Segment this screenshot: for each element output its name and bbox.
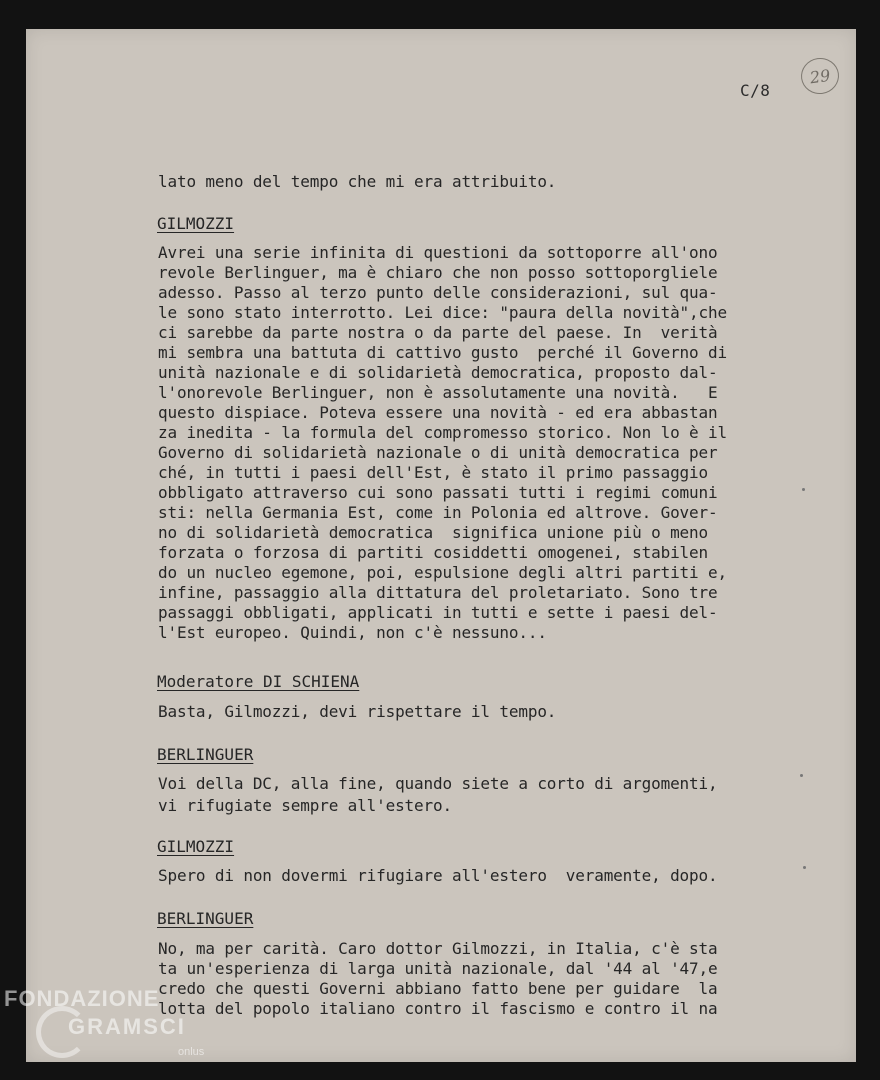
fondazione-gramsci-watermark	[4, 986, 224, 1076]
paper-speck	[802, 488, 805, 491]
archive-stamp: 29	[799, 56, 842, 97]
text-line: unità nazionale e di solidarietà democratica, proposto dal-	[158, 363, 718, 382]
speaker-heading: Moderatore DI SCHIENA	[157, 672, 360, 691]
page-number: C/8	[740, 81, 771, 100]
text-line: forzata o forzosa di partiti cosiddetti omogenei, stabilen	[158, 543, 709, 562]
text-line: Avrei una serie infinita di questioni da sottoporre all'ono	[158, 243, 718, 262]
text-line: Basta, Gilmozzi, devi rispettare il tempo.	[158, 702, 557, 721]
paper-speck	[803, 866, 806, 869]
speaker-heading: GILMOZZI	[157, 837, 235, 856]
text-line: vi rifugiate sempre all'estero.	[158, 796, 452, 815]
text-line: za inedita - la formula del compromesso storico. Non lo è il	[158, 423, 727, 442]
text-line: ci sarebbe da parte nostra o da parte del paese. In verità	[158, 323, 718, 342]
text-line: mi sembra una battuta di cattivo gusto perché il Governo di	[158, 343, 727, 362]
watermark-line3: onlus	[178, 1046, 205, 1058]
text-line: l'Est europeo. Quindi, non c'è nessuno...	[158, 623, 547, 642]
text-line: passaggi obbligati, applicati in tutti e sette i paesi del-	[158, 603, 718, 622]
speaker-heading: BERLINGUER	[157, 909, 254, 928]
speaker-heading: GILMOZZI	[157, 214, 235, 233]
text-line: credo che questi Governi abbiano fatto bene per guidare la	[158, 979, 718, 998]
paper-speck	[800, 774, 803, 777]
text-line: questo dispiace. Poteva essere una novità - ed era abbastan	[158, 403, 718, 422]
text-line: No, ma per carità. Caro dottor Gilmozzi, in Italia, c'è sta	[158, 939, 718, 958]
text-line: lotta del popolo italiano contro il fascismo e contro il na	[158, 999, 718, 1018]
text-line: ta un'esperienza di larga unità nazionale, dal '44 al '47,e	[158, 959, 718, 978]
text-line: Governo di solidarietà nazionale o di unità democratica per	[158, 443, 718, 462]
text-line: do un nucleo egemone, poi, espulsione degli altri partiti e,	[158, 563, 727, 582]
text-line: Voi della DC, alla fine, quando siete a corto di argomenti,	[158, 774, 718, 793]
text-line: revole Berlinguer, ma è chiaro che non posso sottoporgliele	[158, 263, 718, 282]
text-line: infine, passaggio alla dittatura del proletariato. Sono tre	[158, 583, 718, 602]
text-line: sti: nella Germania Est, come in Polonia ed altrove. Gover-	[158, 503, 718, 522]
watermark-line2: GRAMSCI	[68, 1014, 186, 1039]
text-line: le sono stato interrotto. Lei dice: "paura della novità",che	[158, 303, 727, 322]
text-line: ché, in tutti i paesi dell'Est, è stato il primo passaggio	[158, 463, 709, 482]
text-line: Spero di non dovermi rifugiare all'estero veramente, dopo.	[158, 866, 718, 885]
watermark-line1: FONDAZIONE	[4, 986, 160, 1011]
text-line: adesso. Passo al terzo punto delle considerazioni, sul qua-	[158, 283, 718, 302]
text-line: no di solidarietà democratica significa unione più o meno	[158, 523, 709, 542]
text-line: lato meno del tempo che mi era attribuito.	[158, 172, 557, 191]
text-line: l'onorevole Berlinguer, non è assolutamente una novità. E	[158, 383, 718, 402]
speaker-heading: BERLINGUER	[157, 745, 254, 764]
text-line: obbligato attraverso cui sono passati tutti i regimi comuni	[158, 483, 718, 502]
